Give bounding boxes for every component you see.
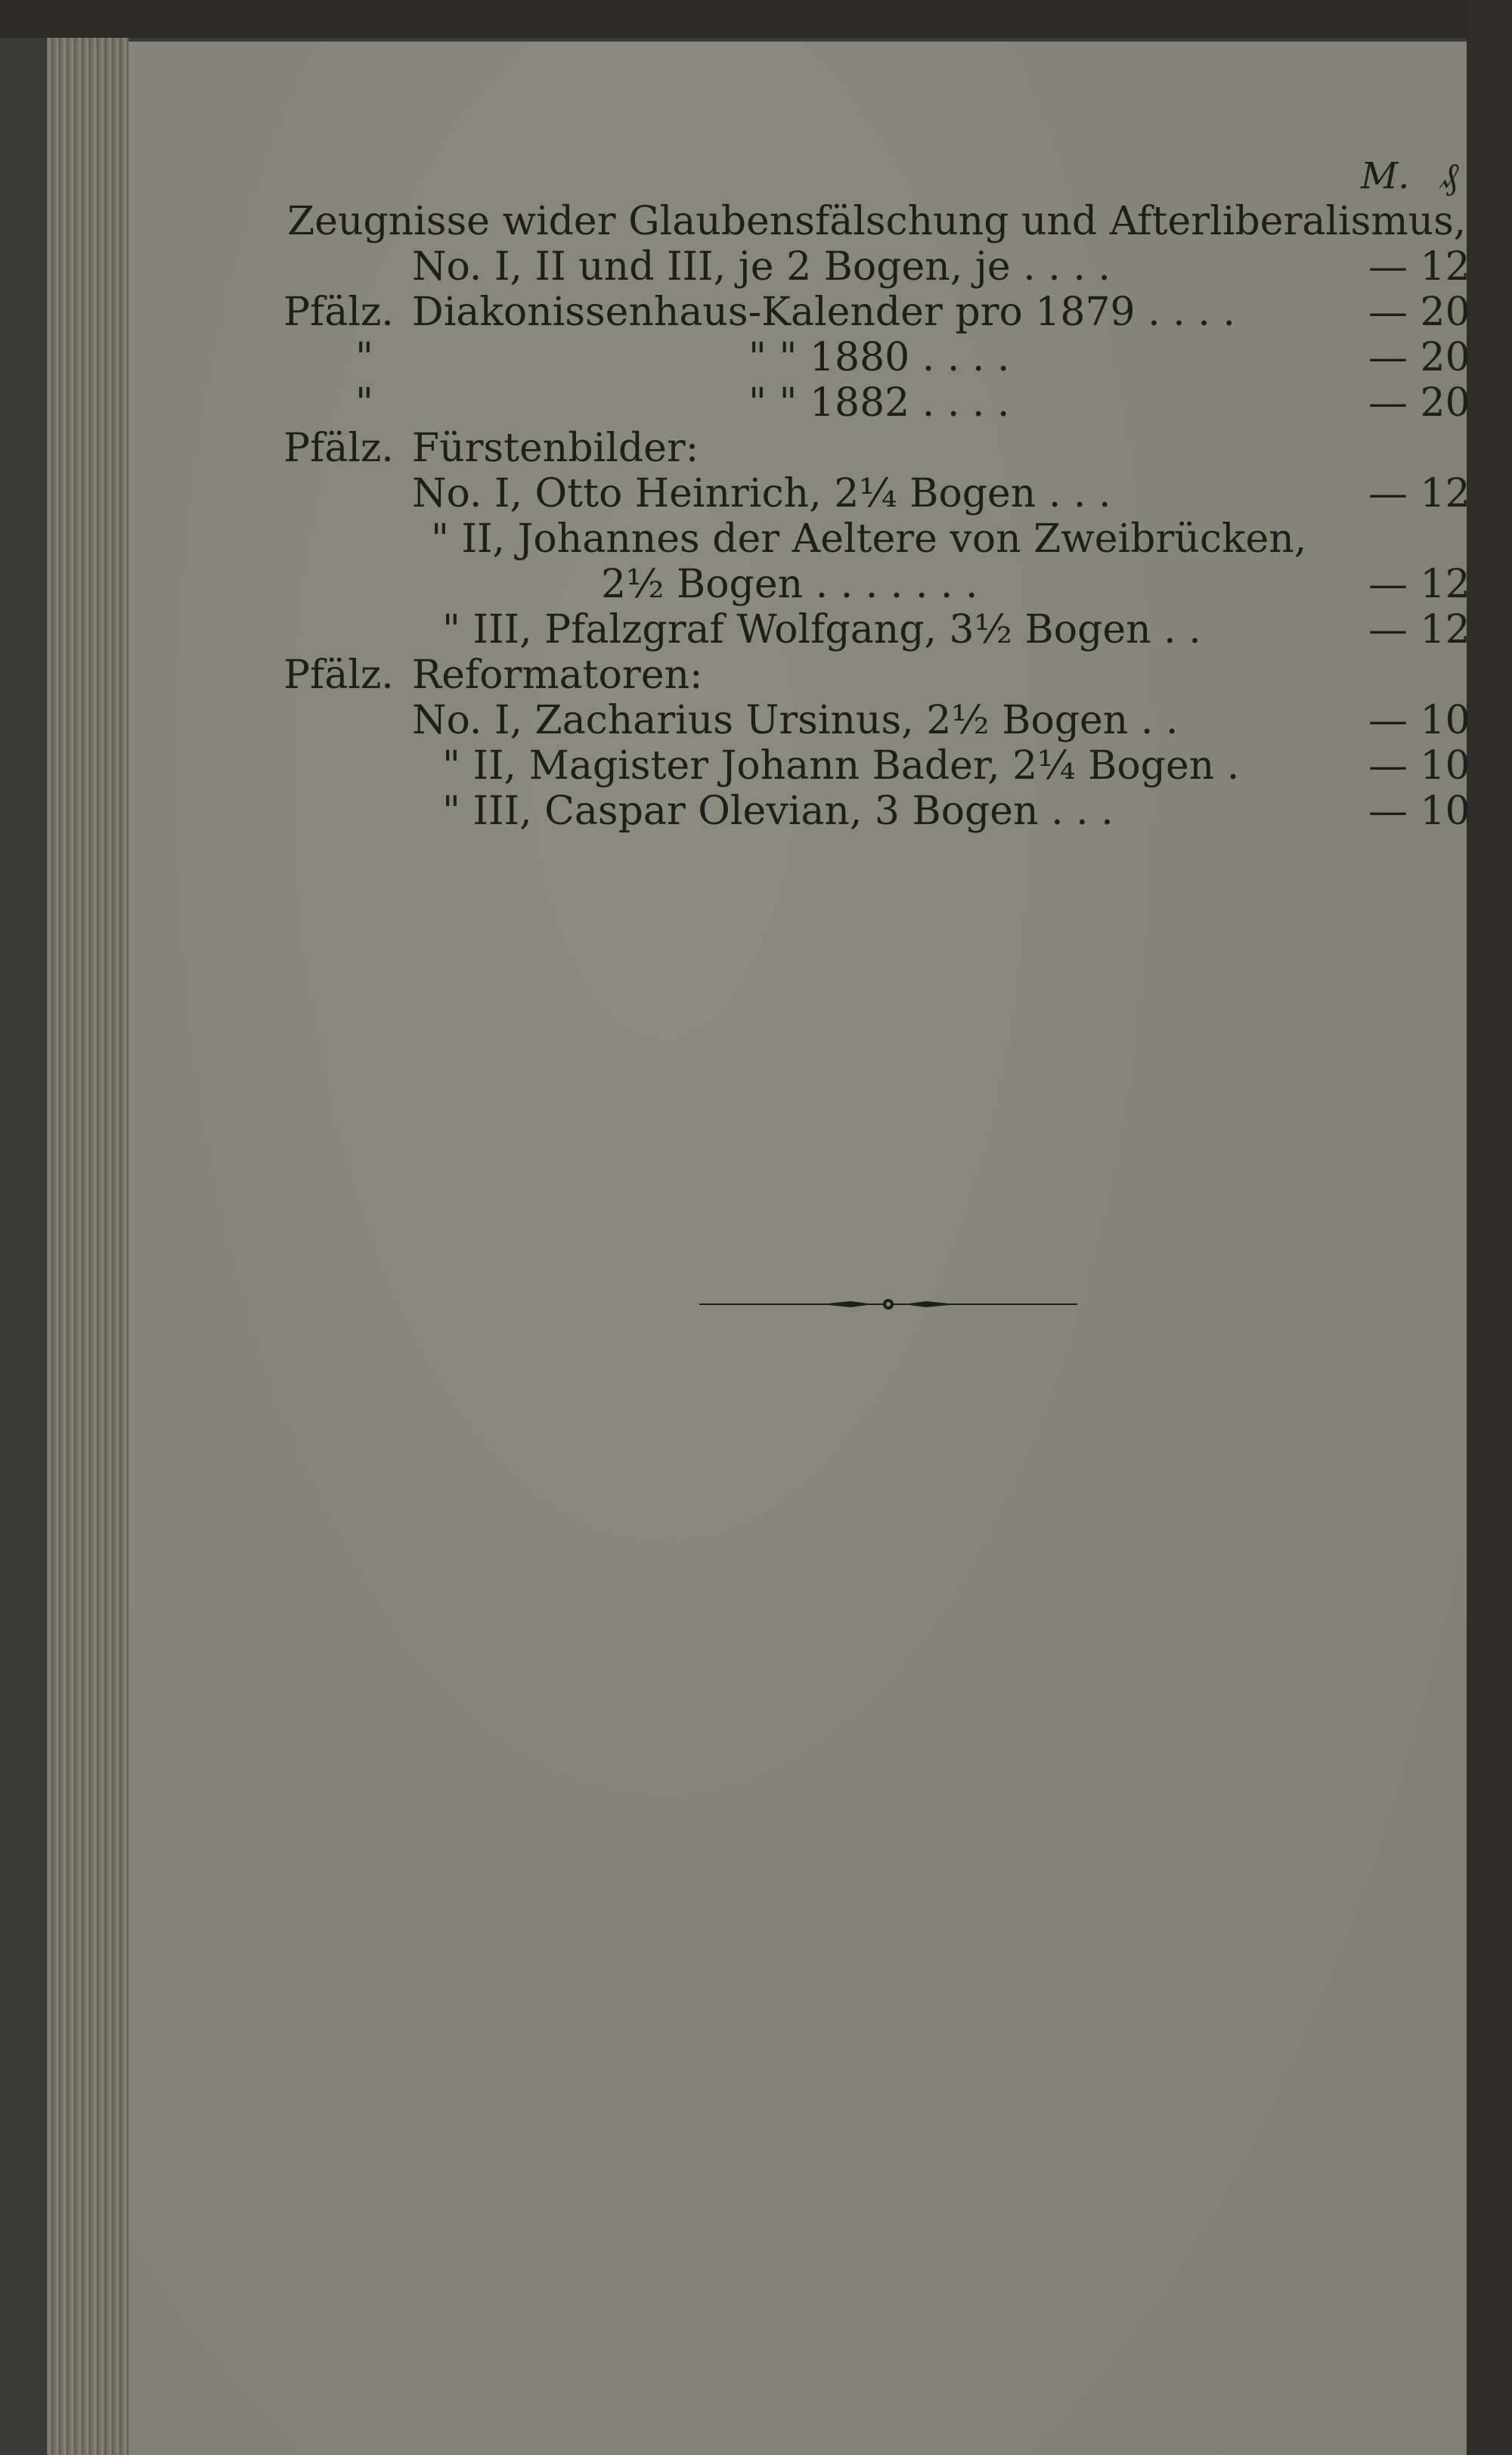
entry-text: " III, Caspar Olevian, 3 Bogen . . . — [442, 789, 1114, 834]
entry-prefix: Pfälz. — [284, 290, 394, 335]
entry-price: — 12 — [1368, 244, 1470, 290]
page-edges — [47, 38, 129, 2455]
entry-price: — 12 — [1368, 471, 1470, 516]
entry-text: Zeugnisse wider Glaubensfälschung und Afterliberalismus, — [287, 199, 1467, 244]
entry-text: No. I, Zacharius Ursinus, 2½ Bogen . . — [412, 698, 1179, 743]
entry-price: — 10 — [1368, 698, 1470, 743]
entry-text: No. I, Otto Heinrich, 2¼ Bogen . . . — [412, 471, 1111, 516]
entry-text: " " 1880 . . . . — [748, 335, 1010, 380]
book-cover-top — [0, 0, 1512, 38]
entry-prefix: Pfälz. — [284, 652, 394, 698]
entry-price: — 10 — [1368, 743, 1470, 789]
entry-price: — 20 — [1368, 290, 1470, 335]
entry-prefix: " — [355, 380, 373, 426]
entry-text: " " 1882 . . . . — [748, 380, 1010, 426]
entry-prefix: " — [355, 335, 373, 380]
entry-text: Fürstenbilder: — [412, 426, 699, 471]
entry-text: Diakonissenhaus-Kalender pro 1879 . . . . — [412, 290, 1235, 335]
entry-price: — 12 — [1368, 607, 1470, 652]
entry-text: " III, Pfalzgraf Wolfgang, 3½ Bogen . . — [442, 607, 1201, 652]
entry-text: Reformatoren: — [412, 652, 703, 698]
entry-prefix: Pfälz. — [284, 426, 394, 471]
book-cover-right — [1467, 0, 1512, 2455]
currency-mark-header: M. — [1361, 155, 1410, 197]
entry-price: — 12 — [1368, 562, 1470, 607]
ornamental-divider — [699, 1297, 1077, 1312]
entry-text: 2½ Bogen . . . . . . . — [601, 562, 978, 607]
entry-price: — 10 — [1368, 789, 1470, 834]
entry-text: " II, Magister Johann Bader, 2¼ Bogen . — [442, 743, 1240, 789]
entry-text: " II, Johannes der Aeltere von Zweibrücken, — [431, 516, 1307, 562]
entry-price: — 20 — [1368, 335, 1470, 380]
entry-price: — 20 — [1368, 380, 1470, 426]
entry-text: No. I, II und III, je 2 Bogen, je . . . . — [412, 244, 1111, 290]
currency-pfennig-header: ₰ — [1440, 155, 1458, 197]
book-page — [129, 42, 1470, 2455]
